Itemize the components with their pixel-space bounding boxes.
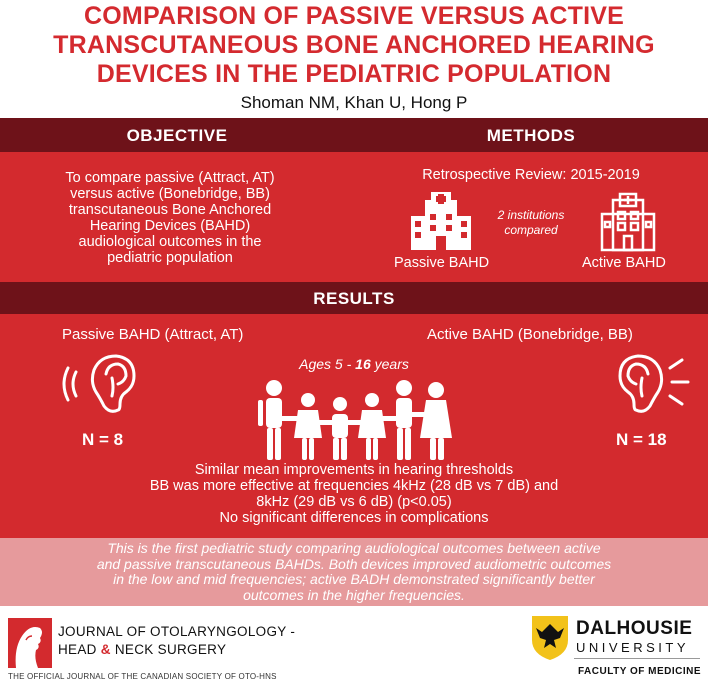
dalhousie-shield-icon [530,614,570,662]
ages-range [224,356,484,372]
results-header: RESULTS [313,289,395,308]
results-panel [0,314,708,538]
conclusion-line: This is the first pediatric study comparing audiological outcomes between active [107,540,601,556]
hospital-outline-icon [598,192,658,252]
finding-line: No significant differences in complications [219,510,489,526]
objective-line: transcutaneous Bone Anchored [68,202,272,218]
active-ear-icon [612,352,692,416]
title-line-1: COMPARISON OF PASSIVE VERSUS ACTIVE [84,2,624,30]
journal-neck: NECK SURGERY [110,642,227,657]
journal-head: HEAD [58,642,101,657]
faculty-of-medicine: FACULTY OF MEDICINE [578,666,702,677]
title-line-2: TRANSCUTANEOUS BONE ANCHORED HEARING [53,31,655,59]
objective-line: pediatric population [107,250,233,266]
conclusion-line: in the low and mid frequencies; active BADH demonstrated significantly better [113,571,595,587]
objective-line: Hearing Devices (BAHD) [89,218,251,234]
journal-name-line-2 [58,642,295,657]
objective-header: OBJECTIVE [126,126,228,145]
active-result-title: Active BAHD (Bonebridge, BB) [427,326,633,343]
journal-logo-icon [8,618,52,668]
n-passive: N = 8 [82,430,124,449]
institutions-note [464,208,598,238]
official-journal-note: THE OFFICIAL JOURNAL OF THE CANADIAN SOCIETY OF OTO-HNS [8,672,277,681]
ages-suffix: years [370,356,409,372]
institutions-line: compared [504,223,558,237]
review-period: Retrospective Review: 2015-2019 [422,167,640,183]
conclusion-panel [0,538,708,606]
objective-text [20,170,320,266]
ages-max: 16 [355,356,371,372]
objective-line: audiological outcomes in the [78,234,262,250]
results-header-band [0,282,708,314]
results-findings [0,462,708,526]
conclusion-line: and passive transcutaneous BAHDs. Both devices improved audiometric outcomes [96,555,612,572]
institutions-line: 2 institutions [497,208,565,222]
conclusion-line: outcomes in the higher frequencies. [243,586,465,603]
journal-name-line-1: JOURNAL OF OTOLARYNGOLOGY - [58,624,296,639]
footer-divider [574,658,700,659]
methods-panel [354,152,708,282]
finding-line: BB was more effective at frequencies 4kHz (28 dB vs 7 dB) and [149,478,559,494]
authors: Shoman NM, Khan U, Hong P [240,93,468,112]
passive-result-title: Passive BAHD (Attract, AT) [62,326,244,343]
ages-prefix: Ages 5 - [299,356,356,372]
methods-header: METHODS [486,126,576,145]
journal-name [58,624,295,657]
passive-ear-icon [62,352,142,416]
objective-line: To compare passive (Attract, AT) [65,170,275,186]
n-active: N = 18 [616,430,667,449]
objective-methods-header-band [0,118,708,152]
children-group-icon [254,376,454,466]
passive-bahd-label: Passive BAHD [394,255,490,271]
objective-panel [0,152,354,282]
objective-line: versus active (Bonebridge, BB) [70,186,270,202]
dalhousie-name: DALHOUSIE [576,618,693,639]
dalhousie-university: UNIVERSITY [576,640,690,655]
active-bahd-label: Active BAHD [582,255,666,271]
title-line-3: DEVICES IN THE PEDIATRIC POPULATION [96,60,612,88]
journal-ampersand: & [100,642,111,657]
finding-line: Similar mean improvements in hearing thresholds [194,462,514,478]
poster-title [0,2,708,89]
finding-line: 8kHz (29 dB vs 6 dB) (p<0.05) [256,494,452,510]
